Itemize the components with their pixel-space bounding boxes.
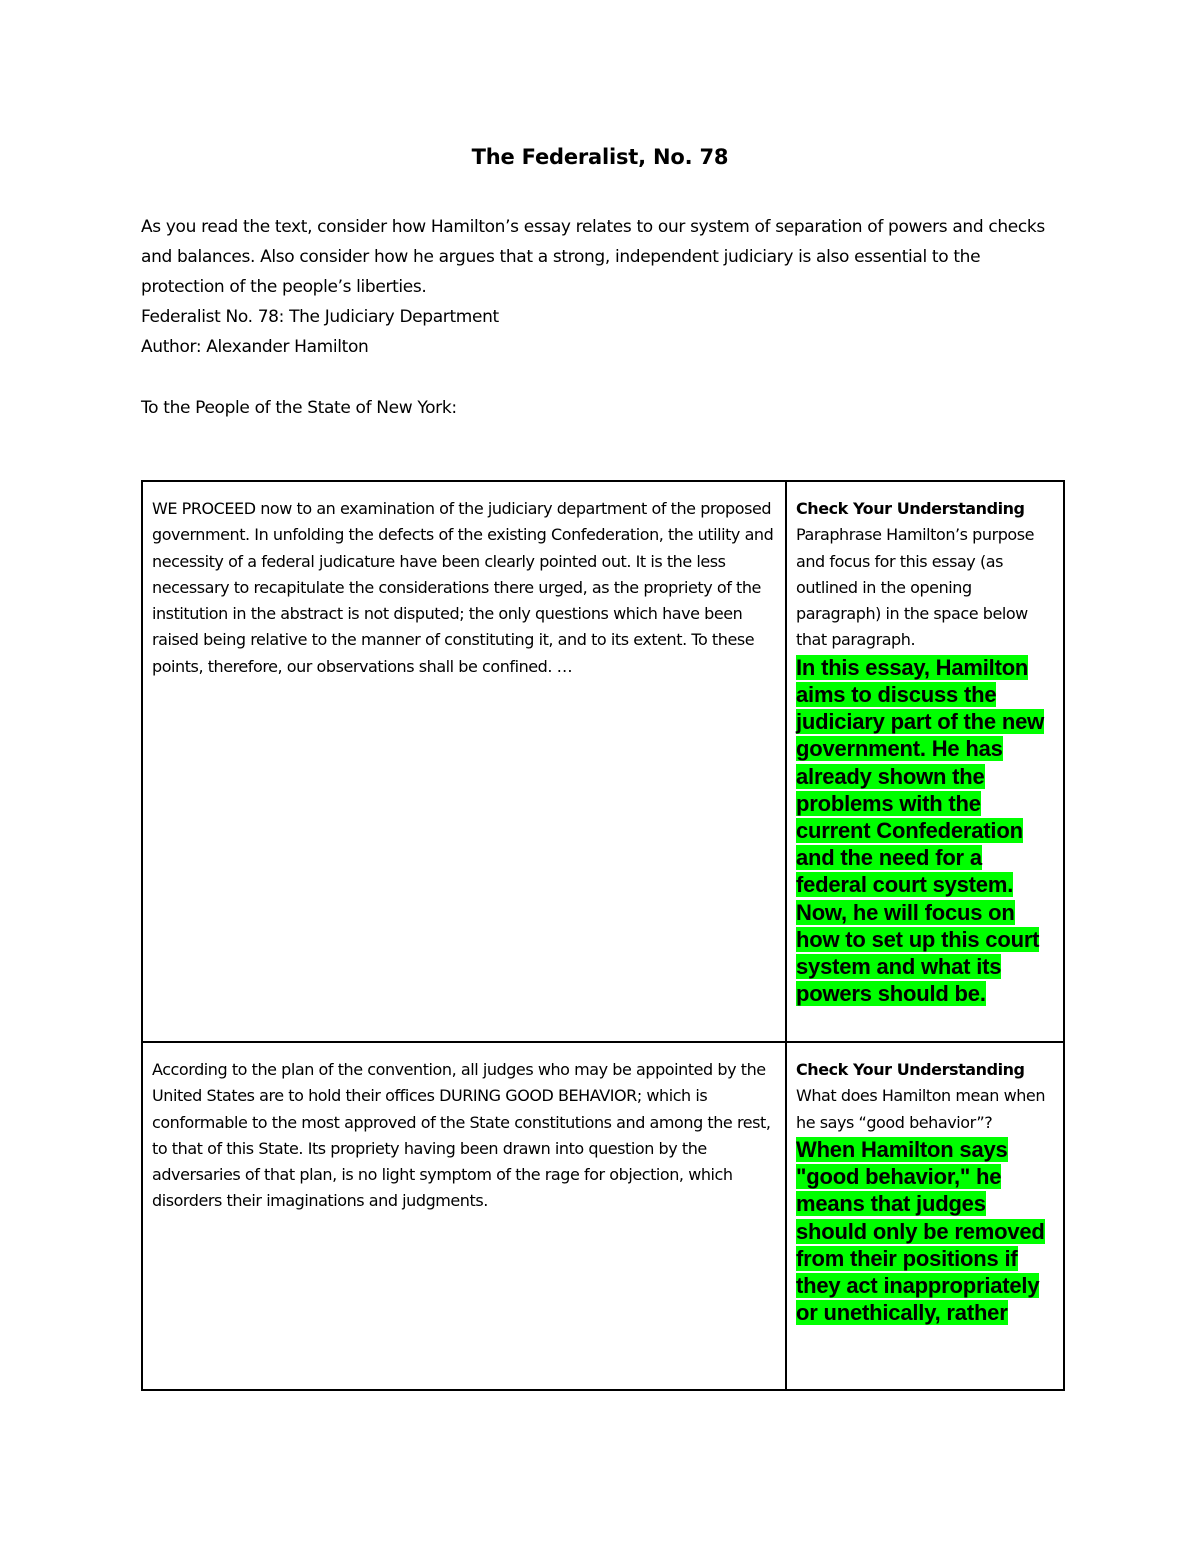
- subtitle-line: Federalist No. 78: The Judiciary Department: [141, 307, 499, 327]
- intro-block: [141, 212, 1061, 362]
- cyu-heading: Check Your Understanding: [796, 1060, 1025, 1079]
- table-row: [142, 1042, 1064, 1390]
- table-row: [142, 481, 1064, 1042]
- highlighted-answer-text: When Hamilton says "good behavior," he means that judges should only be removed from their positions if they act inappropriately or unethically, rather: [796, 1136, 1045, 1326]
- reading-table: [141, 480, 1065, 1391]
- cyu-question: Paraphrase Hamilton’s purpose and focus for this essay (as outlined in the opening paragraph) in the space below that paragraph.: [796, 525, 1035, 650]
- passage-text: According to the plan of the convention, all judges who may be appointed by the United States are to hold their offices DURING GOOD BEHAVIOR; which is conformable to the most approved of the State constitutions and among the rest, to that of this State. Its propriety having been drawn into question by the adversaries of that plan, is no light symptom of the rage for objection, which disorders their imaginations and judgments.: [152, 1060, 771, 1211]
- author-line: Author: Alexander Hamilton: [141, 337, 369, 357]
- intro-paragraph: As you read the text, consider how Hamilton’s essay relates to our system of separation of powers and checks and balances. Also consider how he argues that a strong, independent judiciary is also essential to the protection of the people’s liberties.: [141, 217, 1045, 297]
- greeting-line: To the People of the State of New York:: [141, 398, 457, 418]
- cyu-question: What does Hamilton mean when he says “good behavior”?: [796, 1086, 1046, 1132]
- student-answer: [796, 1136, 1054, 1326]
- question-cell: [786, 481, 1064, 1042]
- passage-cell: [142, 1042, 786, 1390]
- student-answer: [796, 654, 1054, 1008]
- highlighted-answer-text: In this essay, Hamilton aims to discuss the judiciary part of the new government. He has already shown the problems with the current Confederation and the need for a federal court system. Now, he will focus on how to set up this court system and what its powers should be.: [796, 654, 1045, 1007]
- question-cell: [786, 1042, 1064, 1390]
- document-title: The Federalist, No. 78: [471, 145, 729, 169]
- cyu-heading: Check Your Understanding: [796, 499, 1025, 518]
- passage-text: WE PROCEED now to an examination of the judiciary department of the proposed government. In unfolding the defects of the existing Confederation, the utility and necessity of a federal judicature have been clearly pointed out. It is the less necessary to recapitulate the considerations there urged, as the propriety of the institution in the abstract is not disputed; the only questions which have been raised being relative to the manner of constituting it, and to its extent. To these points, therefore, our observations shall be confined. …: [152, 499, 774, 676]
- passage-cell: [142, 481, 786, 1042]
